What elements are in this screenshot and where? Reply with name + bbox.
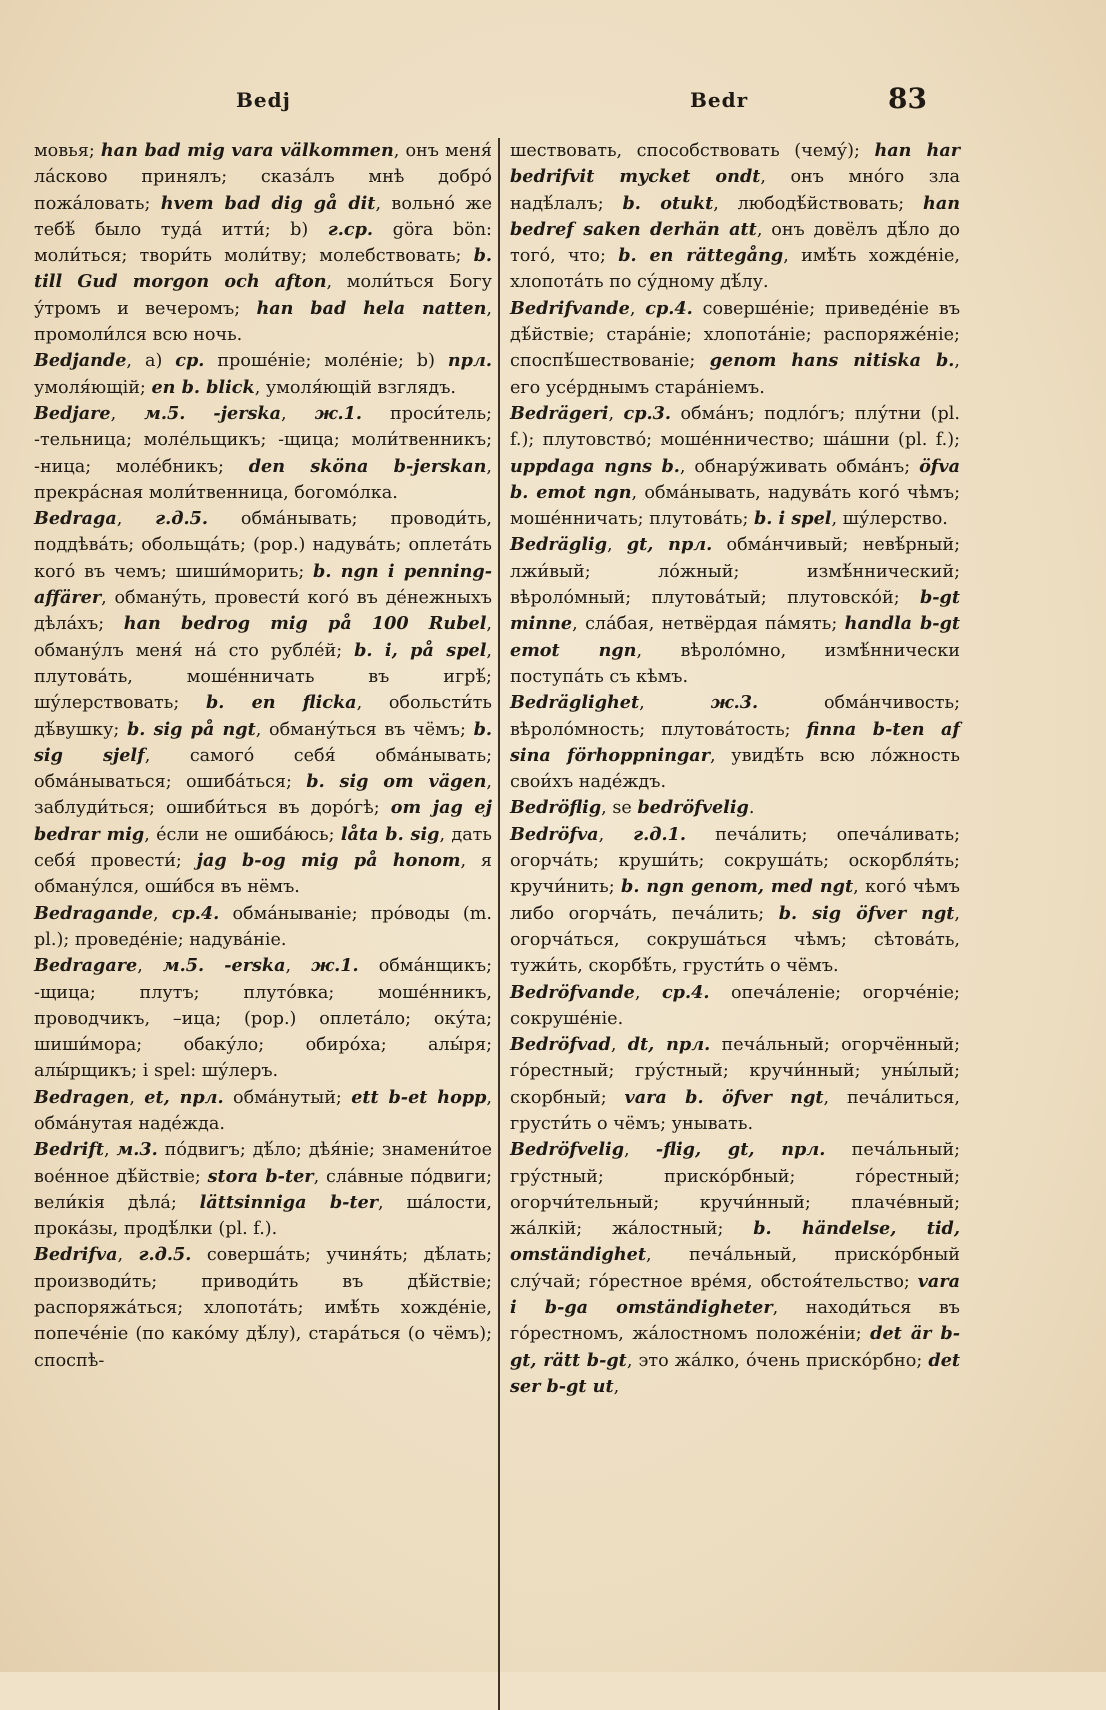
dictionary-entry — [34, 1137, 492, 1242]
grammar-label: ж.1. — [311, 955, 359, 977]
grammar-label: ср.4. — [661, 981, 710, 1003]
entry-text: , — [104, 1140, 117, 1161]
entry-text: , — [629, 298, 646, 319]
swedish-example: handla b-gt emot ngn — [510, 613, 961, 661]
grammar-label: ж.3. — [710, 692, 759, 714]
swedish-example: b. sig sjelf — [34, 718, 492, 766]
entry-text: , — [110, 403, 145, 424]
swedish-example: han bad mig vara välkommen — [100, 140, 394, 161]
grammar-label: et, прл. — [144, 1086, 224, 1108]
entry-text: , — [281, 403, 315, 424]
entry-text: , обману́ться въ чёмъ; — [255, 719, 474, 740]
grammar-label: м.5. — [162, 955, 205, 977]
entry-text: проше́ніе; моле́ніе; b) — [204, 351, 448, 372]
entry-text: , увидѣ́ть всю ло́жность свои́хъ наде́ждъ. — [510, 745, 960, 793]
grammar-label: -flig, gt, прл. — [655, 1139, 826, 1161]
swedish-example: genom hans nitiska b. — [709, 350, 955, 372]
swedish-example: han har bedrifvit mycket ondt — [510, 140, 960, 188]
swedish-example: lättsinniga b-ter — [199, 1191, 379, 1213]
swedish-example: han bad hela natten — [256, 297, 487, 319]
entry-text: обма́нъ; подло́гъ; плу́тни (pl. f.); плутовство́; моше́нничество; ша́шни (pl. f.); — [510, 403, 961, 451]
grammar-label: г.д.1. — [633, 823, 687, 845]
swedish-example: vara b. öfver ngt — [624, 1086, 824, 1108]
swedish-example: bedröfvelig — [637, 797, 749, 819]
grammar-label: ср.4. — [171, 902, 220, 924]
entry-text: , это жа́лко, о́чень приско́рбно; — [626, 1350, 929, 1371]
swedish-example: ett b-et hopp — [351, 1086, 487, 1108]
entry-text: , обма́нывать, надува́ть кого́ чѣмъ; моше́нничать; плутова́ть; — [510, 482, 961, 530]
entry-text: , — [634, 982, 662, 1003]
entry-headword: Bedröfvande — [510, 981, 635, 1003]
entry-text: , имѣ́ть хожде́ніе, хлопота́ть по су́дному дѣ́лу. — [510, 246, 960, 293]
entry-text: печа́лить; опеча́ливать; огорча́ть; круши́ть; сокруша́ть; оскорбля́ть; кручи́нить; — [510, 824, 961, 898]
dictionary-entry — [510, 690, 960, 795]
entry-headword: Bedragare — [34, 955, 138, 977]
entry-text: , плутова́ть, моше́нничать въ игрѣ́; шу́лерствовать; — [34, 640, 492, 714]
dictionary-entry — [34, 953, 492, 1084]
entry-text: , обману́лъ меня́ на́ сто рубле́й; — [34, 614, 492, 661]
grammar-label: dt, прл. — [627, 1034, 711, 1056]
entry-text: , — [117, 1245, 139, 1266]
dictionary-entry — [510, 532, 960, 690]
dictionary-entry — [34, 348, 492, 401]
entry-text: опеча́леніе; огорче́ніе; сокруше́ніе. — [510, 982, 960, 1029]
entry-text: , — [639, 693, 711, 714]
entry-text — [204, 956, 224, 976]
entry-text: , е́сли не ошиба́юсь; — [144, 824, 341, 845]
entry-headword: Bedjande — [34, 350, 127, 372]
swedish-example: finna b-ten af sina förhoppningar — [510, 718, 960, 766]
running-head-right: Bedr — [690, 88, 749, 112]
entry-text: , сла́вные по́двиги; вели́кія дѣла́; — [34, 1166, 492, 1213]
entry-text: , обману́ть, провести́ кого́ въ де́нежныхъ дѣла́хъ; — [34, 588, 492, 635]
entry-text — [185, 404, 213, 424]
grammar-label: ср.3. — [623, 402, 672, 424]
page-header — [0, 82, 1106, 128]
entry-text: , находи́ться въ го́рестномъ, жа́лостномъ положе́ніи; — [510, 1298, 960, 1345]
entry-text: , любодѣ́йствовать; — [713, 193, 924, 214]
entry-text: , — [116, 509, 156, 530]
entry-text: , онъ меня́ ла́сково принялъ; сказа́лъ мнѣ добро́ пожа́ловать; — [34, 141, 492, 214]
entry-text: мовья; — [34, 141, 101, 161]
swedish-example: b. sig öfver ngt — [778, 902, 955, 924]
entry-text: , — [624, 1140, 656, 1161]
entry-headword: Bedröfvad — [510, 1034, 611, 1056]
grammar-label: прл. — [447, 350, 492, 372]
dictionary-entry — [34, 901, 492, 954]
swedish-example: b. i, på spel — [354, 639, 487, 661]
entry-text: , умоля́ющій взглядъ. — [254, 377, 457, 398]
swedish-example: b. en flicka — [205, 692, 357, 714]
swedish-example: han bedref saken derhän att — [510, 192, 961, 240]
dictionary-entry — [510, 401, 960, 532]
entry-text: , вѣроло́мно, измѣ́ннически поступа́ть съ кѣмъ. — [510, 640, 960, 687]
entry-headword: Bedräglig — [510, 534, 608, 556]
entry-text: обма́нщикъ; -щица; плутъ; плуто́вка; моше́нникъ, проводчикъ, –ица; (pop.) оплета́ло; оку́та; шиши́мора; обаку́ло; обиро́ха; алы́ря; алы́рщикъ; i spel: шу́леръ. — [34, 956, 492, 1082]
entry-text: , промоли́лся всю ночь. — [34, 298, 492, 346]
entry-headword: Bedröflig — [510, 797, 602, 819]
entry-text: обма́нывать; проводи́ть, поддѣва́ть; обольща́ть; (pop.) надува́ть; оплета́ть кого́ въ чемъ; шиши́морить; — [34, 509, 493, 582]
swedish-example: -erska — [224, 955, 286, 977]
grammar-label: м.3. — [116, 1139, 158, 1161]
entry-text: , кого́ чѣмъ либо огорча́ть, печа́лить; — [510, 877, 960, 924]
swedish-example: -jerska — [213, 402, 281, 424]
entry-headword: Bedrifvande — [510, 297, 630, 319]
entry-text: соверше́ніе; приведе́ніе въ дѣ́йствіе; стара́ніе; хлопота́ніе; распоряже́ніе; споспѣ́шествованіе; — [510, 298, 961, 372]
entry-text: , — [285, 956, 312, 977]
dictionary-entry — [510, 1137, 960, 1400]
entry-text: , дать себя́ провести́; — [34, 824, 492, 872]
dictionary-entry — [510, 138, 960, 296]
entry-headword: Bedrifva — [34, 1244, 118, 1266]
grammar-label: г.д.5. — [138, 1244, 192, 1266]
entry-text: , — [610, 1035, 628, 1056]
swedish-example: b-gt minne — [510, 587, 960, 635]
right-column — [510, 138, 960, 1400]
swedish-example: den sköna b-jerskan — [248, 455, 487, 477]
swedish-example: b. händelse, tid, omständighet — [510, 1218, 960, 1266]
left-column — [34, 138, 492, 1374]
swedish-example: hvem bad dig gå dit — [160, 192, 376, 214]
dictionary-entry — [34, 1242, 492, 1373]
grammar-label: ср.4. — [645, 297, 693, 319]
swedish-example: jag b-og mig på honom — [196, 850, 461, 872]
dictionary-entry — [34, 138, 492, 348]
grammar-label: gt, прл. — [626, 534, 713, 556]
swedish-example: b. ngn i penning-affärer — [34, 560, 493, 609]
entry-text: , обма́нутая наде́жда. — [34, 1087, 493, 1134]
grammar-label: ср. — [175, 350, 205, 372]
dictionary-entry — [34, 401, 492, 506]
entry-headword: Bedröfva — [510, 823, 599, 845]
swedish-example: om jag ej bedrar mig — [34, 797, 492, 845]
swedish-example: uppdaga ngns b. — [510, 455, 680, 477]
dictionary-entry — [510, 296, 960, 401]
entry-text: göra bön: моли́ться; твори́ть моли́тву; молебствовать; — [34, 219, 492, 267]
entry-text: умоля́ющій; — [34, 377, 152, 398]
entry-text: , — [153, 903, 172, 924]
entry-text: , моли́ться Богу у́тромъ и вечеромъ; — [34, 272, 492, 319]
entry-text: , ша́лости, прока́зы, продѣ́лки (pl. f.). — [34, 1192, 492, 1240]
entry-text: , — [607, 535, 627, 556]
entry-headword: Bedröfvelig — [510, 1139, 625, 1161]
entry-text: шествовать, способствовать (чему́); — [510, 141, 875, 161]
dictionary-entry — [510, 822, 960, 980]
entry-headword: Bedrägeri — [510, 402, 609, 424]
swedish-example: b. i spel — [754, 508, 832, 530]
entry-text: печа́льный; гру́стный; приско́рбный; го́рестный; огорчи́тельный; кручи́нный; плаче́вный; жа́лкій; жа́лостный; — [510, 1140, 961, 1240]
entry-text: , — [137, 956, 163, 977]
column-divider — [498, 138, 500, 1710]
swedish-example: b. sig på ngt — [126, 718, 256, 740]
entry-text: печа́льный; огорчённый; го́рестный; гру́стный; кручи́нный; уны́лый; скорбный; — [510, 1035, 960, 1108]
entry-headword: Bedragande — [34, 902, 154, 924]
entry-headword: Bedrift — [34, 1139, 105, 1161]
running-head-left: Bedj — [236, 88, 291, 112]
entry-text: , онъ довёлъ дѣ́ло до того́, что; — [510, 219, 960, 267]
entry-text: обма́нчивый; невѣ́рный; лжи́вый; ло́жный; измѣ́ннический; вѣроло́мный; плутова́тый; плутовско́й; — [510, 535, 960, 609]
entry-headword: Bedraga — [34, 508, 117, 530]
dictionary-entry — [510, 795, 960, 821]
dictionary-entry — [510, 980, 960, 1033]
entry-text: , — [608, 403, 624, 424]
swedish-example: en b. blick — [151, 376, 255, 398]
entry-headword: Bedräglighet — [510, 692, 640, 714]
entry-text: , огорча́ться, сокруша́ться чѣмъ; сѣтова́ть, тужи́ть, скорбѣ́ть, грусти́ть о чёмъ. — [510, 903, 960, 977]
grammar-label: г.д.5. — [155, 508, 208, 530]
entry-text: обма́нутый; — [223, 1087, 352, 1108]
entry-text: , онъ мно́го зла надѣ́лалъ; — [510, 167, 960, 214]
swedish-example: det ser b-gt ut — [510, 1349, 961, 1397]
entry-text: , заблуди́ться; ошиби́ться въ доро́гѣ; — [34, 772, 492, 819]
entry-text: , se — [601, 798, 638, 819]
entry-text: , его усе́рднымъ стара́ніемъ. — [510, 351, 960, 398]
swedish-example: vara i b-ga omständigheter — [510, 1270, 960, 1319]
page-number: 83 — [888, 82, 927, 115]
entry-headword: Bedragen — [34, 1086, 130, 1108]
swedish-example: b. till Gud morgon och afton — [34, 245, 492, 293]
entry-text: , шу́лерство. — [831, 509, 948, 530]
entry-text: , обнару́живать обма́нъ; — [679, 456, 920, 477]
entry-text: проси́тель; -тельница; моле́льщикъ; -щица; моли́твенникъ; -ница; моле́бникъ; — [34, 403, 492, 477]
entry-text: , я обману́лся, оши́бся въ нёмъ. — [34, 851, 492, 898]
swedish-example: han bedrog mig på 100 Rubel — [123, 613, 487, 635]
entry-text: обма́нчивость; вѣроло́мность; плутова́тость; — [510, 693, 960, 740]
entry-text: соверша́ть; учиня́ть; дѣ́лать; производи́ть; приводи́ть въ дѣ́йствіе; распоряжа́ться; хлопота́ть; имѣ́ть хожде́ніе, попече́ніе (по како́му дѣ́лу), стара́ться (о чёмъ); споспѣ- — [34, 1245, 493, 1371]
swedish-example: b. sig om vägen — [306, 771, 487, 793]
entry-text: , обольсти́ть дѣ́вушку; — [34, 693, 492, 740]
swedish-example: stora b-ter — [207, 1165, 314, 1187]
entry-text: , прекра́сная моли́твенница, богомо́лка. — [34, 456, 492, 503]
entry-text: , — [613, 1376, 620, 1397]
entry-text: , вольно́ же тебѣ́ было туда́ итти́; b) — [34, 193, 492, 240]
grammar-label: ж.1. — [314, 402, 363, 424]
entry-text: обма́нываніе; про́воды (m. pl.); проведе́ніе; надува́ніе. — [34, 903, 492, 950]
grammar-label: г.ср. — [327, 218, 374, 240]
swedish-example: b. ngn genom, med ngt — [621, 876, 854, 898]
dictionary-entry — [510, 1032, 960, 1137]
swedish-example: låta b. sig — [340, 823, 440, 845]
entry-text: , сла́бая, нетвёрдая па́мять; — [572, 614, 845, 635]
entry-text: , самого́ себя́ обма́нывать; обма́нываться; ошиба́ться; — [34, 745, 493, 793]
swedish-example: öfva b. emot ngn — [510, 455, 960, 503]
swedish-example: b. otukt — [622, 192, 714, 214]
grammar-label: м.5. — [144, 402, 186, 424]
entry-text: , — [129, 1087, 145, 1108]
swedish-example: b. en rättegång — [618, 245, 784, 267]
entry-text: , — [598, 824, 634, 845]
dictionary-entry — [34, 506, 492, 900]
dictionary-entry — [34, 1085, 492, 1138]
entry-text: , печа́льный, приско́рбный слу́чай; го́рестное вре́мя, обстоя́тельство; — [510, 1245, 960, 1292]
entry-headword: Bedjare — [34, 402, 111, 424]
entry-text: по́двигъ; дѣ́ло; дѣя́ніе; знамени́тое вое́нное дѣ́йствіе; — [34, 1140, 493, 1187]
swedish-example: det är b-gt, rätt b-gt — [510, 1323, 960, 1371]
entry-text: . — [748, 798, 755, 819]
entry-text: , a) — [126, 351, 176, 372]
entry-text: , печа́литься, грусти́ть о чёмъ; унывать. — [510, 1087, 960, 1134]
